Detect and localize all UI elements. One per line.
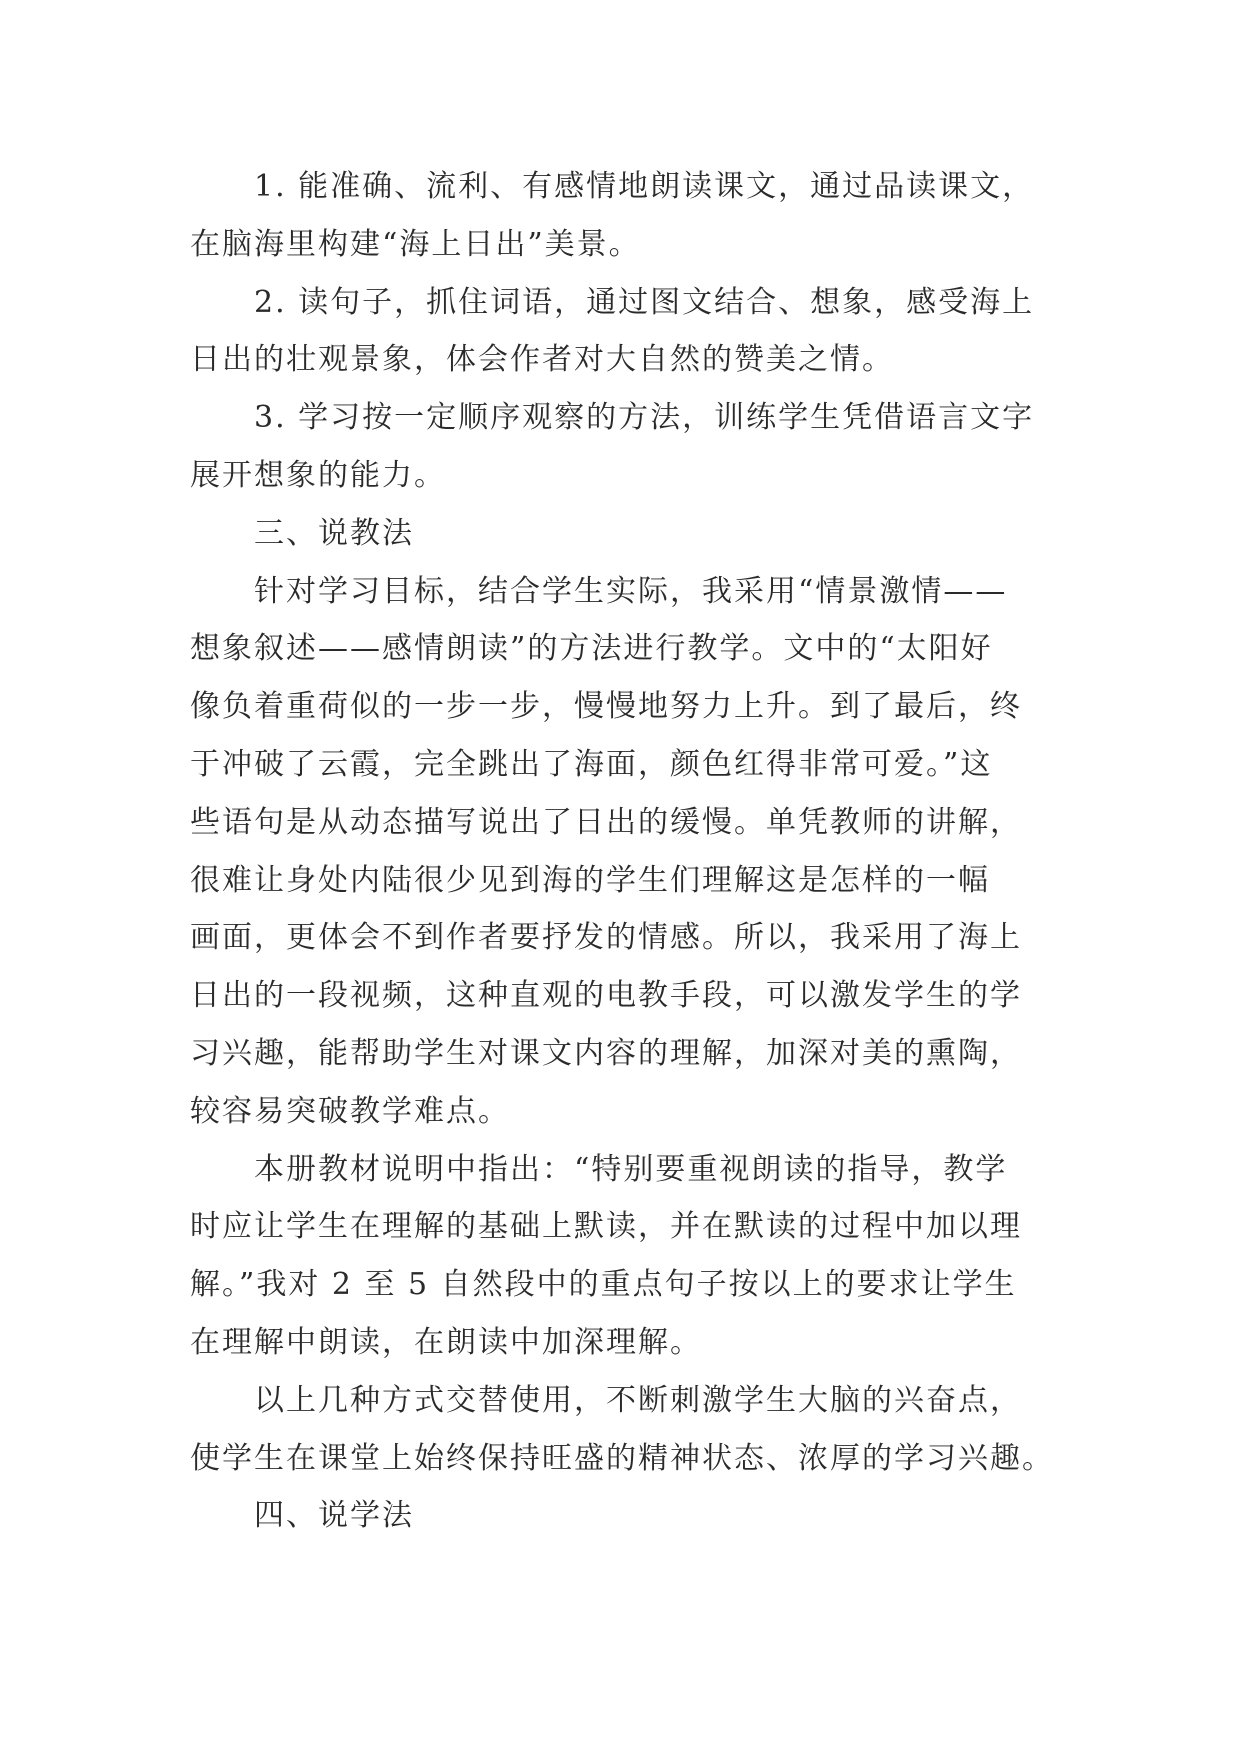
text-line: 于冲破了云霞，完全跳出了海面，颜色红得非常可爱。”这 xyxy=(190,746,993,782)
text-line: 很难让身处内陆很少见到海的学生们理解这是怎样的一幅 xyxy=(190,862,990,898)
text-line: 日出的一段视频，这种直观的电教手段，可以激发学生的学 xyxy=(190,978,1022,1014)
objective-3-paragraph xyxy=(190,389,1052,505)
text-line: 展开想象的能力。 xyxy=(190,457,446,493)
objective-1-paragraph xyxy=(190,158,1052,274)
text-line: 1. 能准确、流利、有感情地朗读课文，通过品读课文， xyxy=(254,169,1035,204)
text-line: 些语句是从动态描写说出了日出的缓慢。单凭教师的讲解， xyxy=(190,804,1022,840)
text-line: 日出的壮观景象，体会作者对大自然的赞美之情。 xyxy=(190,342,894,378)
text-line: 解。”我对 2 至 5 自然段中的重点句子按以上的要求让学生 xyxy=(190,1267,1017,1303)
text-line: 在理解中朗读，在朗读中加深理解。 xyxy=(190,1324,702,1360)
reading-guidance-paragraph xyxy=(190,1141,1052,1372)
section-heading-learning-method xyxy=(190,1487,1052,1545)
text-line: 像负着重荷似的一步一步，慢慢地努力上升。到了最后，终 xyxy=(190,689,1022,725)
heading-text: 三、说教法 xyxy=(254,515,414,551)
text-line: 针对学习目标，结合学生实际，我采用“情景激情—— xyxy=(254,573,1008,609)
text-line: 较容易突破教学难点。 xyxy=(190,1093,510,1129)
heading-text: 四、说学法 xyxy=(254,1498,414,1534)
summary-paragraph xyxy=(190,1372,1052,1488)
objective-2-paragraph xyxy=(190,274,1052,390)
section-heading-teaching-method xyxy=(190,505,1052,563)
text-line: 3. 学习按一定顺序观察的方法，训练学生凭借语言文字 xyxy=(254,400,1035,436)
text-line: 本册教材说明中指出：“特别要重视朗读的指导，教学 xyxy=(254,1151,1008,1187)
text-line: 以上几种方式交替使用，不断刺激学生大脑的兴奋点， xyxy=(254,1382,1022,1418)
document-body xyxy=(190,158,1052,1545)
teaching-method-paragraph xyxy=(190,563,1052,1141)
text-line: 在脑海里构建“海上日出”美景。 xyxy=(190,226,641,262)
text-line: 习兴趣，能帮助学生对课文内容的理解，加深对美的熏陶， xyxy=(190,1035,1022,1071)
text-line: 使学生在课堂上始终保持旺盛的精神状态、浓厚的学习兴趣。 xyxy=(190,1440,1054,1476)
text-line: 画面，更体会不到作者要抒发的情感。所以，我采用了海上 xyxy=(190,920,1022,956)
text-line: 2. 读句子，抓住词语，通过图文结合、想象，感受海上 xyxy=(254,284,1035,320)
text-line: 想象叙述——感情朗读”的方法进行教学。文中的“太阳好 xyxy=(190,631,993,667)
text-line: 时应让学生在理解的基础上默读，并在默读的过程中加以理 xyxy=(190,1209,1022,1245)
